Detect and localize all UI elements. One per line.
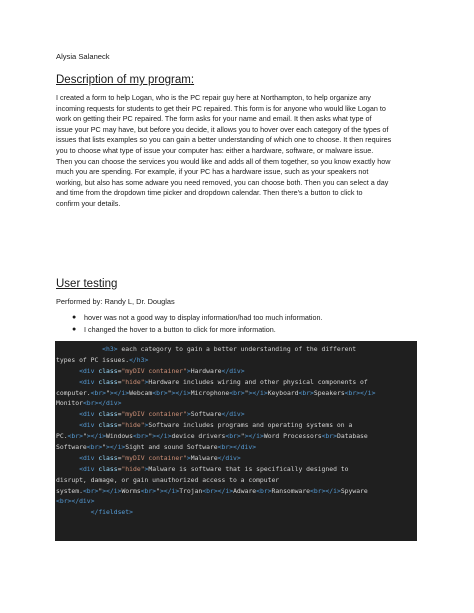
code-token: Sight and sound Software: [125, 443, 218, 452]
code-line: [56, 475, 417, 486]
code-token: "hide": [121, 464, 145, 473]
description-line: incoming requests for students to get their PC repaired. This form is for anyone who would like Logan to: [56, 103, 386, 113]
code-line: [56, 442, 417, 453]
code-token: >: [186, 410, 191, 419]
bullet-text: hover was not a good way to display information/had too much information.: [84, 313, 323, 322]
code-token: >: [144, 377, 149, 386]
code-token: ></i>: [159, 486, 180, 495]
code-line: [56, 453, 417, 464]
code-line: [56, 398, 417, 409]
list-item: [72, 324, 323, 336]
description-line: issue your PC may have, but before you decide, it allows you to hover over each category of the types of: [56, 124, 389, 134]
bullet-icon: ●: [72, 314, 77, 321]
code-token: ": [98, 486, 103, 495]
description-line: I created a form to help Logan, who is the PC repair guy here at Northampton, to help organize any: [56, 93, 371, 102]
code-token: Webcam: [129, 388, 153, 397]
description-line: much you are spending. For example, if your PC has a hardware issue, such as your speakers not: [56, 167, 369, 177]
code-token: <br></div>: [56, 497, 95, 506]
code-line: [56, 355, 417, 366]
testing-bullet-list: [72, 312, 323, 335]
user-testing-heading: User testing: [56, 278, 118, 290]
code-token: class: [98, 421, 118, 430]
code-token: class: [98, 453, 118, 462]
code-token: Worms: [121, 486, 141, 495]
code-token: "myDIV container": [121, 410, 187, 419]
description-line: working, but also has some adware you need removed, you can choose both. Then you can select a day: [56, 177, 389, 187]
code-token: PC.: [56, 432, 68, 441]
description-line: Then you can choose the services you would like and adds all of them together, so you know exactly how: [56, 156, 391, 166]
author-name: Alysia Salaneck: [56, 52, 110, 61]
code-token: Ransomware: [271, 486, 311, 495]
code-token: <br>: [67, 432, 83, 441]
code-token: <div: [79, 410, 95, 419]
code-token: Hardware: [190, 366, 222, 375]
code-token: ></i>: [86, 432, 107, 441]
code-token: ></i>: [109, 388, 130, 397]
code-token: <br>: [256, 486, 272, 495]
code-token: class: [98, 366, 118, 375]
code-token: system.: [56, 486, 83, 495]
code-screenshot: [55, 341, 417, 541]
code-content: [55, 341, 417, 518]
code-token: <br>: [132, 432, 149, 441]
code-token: [56, 508, 91, 516]
code-token: "myDIV container": [121, 366, 187, 375]
description-line: work on getting their PC repaired. The form asks for your name and email. It then asks what type of: [56, 114, 372, 124]
code-token: <br>: [321, 432, 337, 441]
code-token: disrupt, damage, or gain unauthorized access to a computer: [56, 475, 280, 484]
code-token: <br>: [82, 486, 99, 495]
code-token: ": [244, 388, 249, 397]
code-line: [56, 431, 417, 442]
code-token: ></i>: [248, 388, 268, 397]
code-token: "hide": [121, 421, 145, 430]
code-token: ></i>: [171, 388, 191, 397]
code-token: <div: [79, 464, 95, 473]
description-heading: [56, 73, 194, 87]
code-token: computer.: [56, 388, 91, 397]
code-token: [56, 378, 79, 386]
code-token: <br>: [298, 388, 314, 397]
code-token: Adware: [233, 486, 257, 495]
code-token: Word Processors: [263, 432, 322, 441]
code-token: ": [106, 388, 110, 397]
code-token: ></i>: [244, 432, 264, 441]
code-token: types of PC issues.: [56, 355, 130, 364]
code-line: [56, 344, 417, 355]
code-token: Trojan: [179, 486, 203, 495]
code-token: <div: [79, 377, 95, 386]
code-line: [56, 464, 417, 475]
list-item: [72, 312, 323, 324]
performed-by: Performed by: Randy L, Dr. Douglas: [56, 297, 175, 306]
code-token: =: [117, 464, 122, 473]
code-token: Windows: [106, 432, 133, 441]
code-token: each category to gain a better understanding of the different: [117, 345, 357, 353]
code-token: =: [117, 410, 122, 419]
code-line: [56, 388, 417, 399]
code-token: =: [117, 366, 122, 375]
code-token: class: [98, 377, 118, 386]
description-heading-text: Description of my program: [56, 74, 191, 86]
code-token: >: [144, 421, 149, 430]
code-token: Spyware: [340, 486, 368, 495]
description-line: issues that lists examples so you can gain a better understanding of which one to choose. It then requires: [56, 135, 392, 145]
code-token: "myDIV container": [121, 453, 187, 462]
code-token: </fieldset>: [90, 508, 133, 517]
code-token: [56, 345, 102, 353]
description-line: confirm your details.: [56, 198, 121, 208]
code-token: <br>: [225, 432, 241, 441]
code-token: ": [102, 443, 107, 452]
code-token: ></i>: [152, 432, 172, 441]
code-token: ></i>: [106, 443, 126, 452]
code-token: <br></div>: [82, 399, 122, 408]
code-line: [56, 496, 417, 507]
code-token: </h3>: [129, 355, 149, 364]
code-token: >: [144, 464, 149, 473]
code-line: [56, 366, 417, 377]
bullet-icon: ●: [72, 325, 77, 333]
code-token: </div>: [217, 453, 241, 462]
code-token: [56, 367, 79, 375]
code-token: Software: [190, 410, 222, 419]
bullet-text: I changed the hover to a button to click for more information.: [84, 324, 276, 334]
code-token: =: [117, 453, 122, 462]
code-line: [56, 507, 417, 518]
code-token: ></i>: [102, 486, 122, 495]
code-token: <br>: [229, 388, 245, 397]
code-token: Database: [336, 432, 368, 441]
code-token: "hide": [121, 377, 145, 386]
code-token: [56, 454, 79, 462]
description-line: and time from the dropdown time picker and dropdown calendar. Then there's a button to click to: [56, 188, 363, 198]
code-token: <br>: [140, 486, 157, 495]
code-token: ": [82, 432, 87, 441]
code-token: Malware is software that is specifically designed to: [148, 464, 349, 473]
code-token: <br></i>: [344, 388, 376, 397]
description-heading-colon: :: [190, 74, 195, 86]
code-line: [56, 420, 417, 431]
code-token: ": [240, 432, 245, 441]
code-token: Keyboard: [267, 388, 299, 397]
code-token: </div>: [221, 410, 245, 419]
code-token: [56, 421, 79, 429]
code-token: class: [98, 410, 118, 419]
description-line: you to choose what type of issue your computer has: either a hardware, software, or malware issue.: [56, 145, 374, 155]
code-token: >: [186, 453, 191, 462]
description-paragraph: [56, 93, 408, 210]
code-token: <br>: [152, 388, 168, 397]
code-line: [56, 409, 417, 420]
code-token: <br></i>: [310, 486, 341, 495]
code-token: Malware: [190, 453, 218, 462]
code-token: ": [148, 432, 153, 441]
code-token: <h3>: [102, 345, 118, 353]
code-token: <br>: [90, 388, 107, 397]
code-token: =: [117, 421, 122, 430]
code-token: Hardware includes wiring and other physical components of: [148, 377, 368, 386]
code-token: Software: [56, 443, 87, 452]
code-token: class: [98, 464, 118, 473]
code-token: Speakers: [313, 388, 345, 397]
code-token: >: [186, 366, 191, 375]
code-token: =: [117, 377, 122, 386]
code-token: device drivers: [171, 432, 226, 441]
code-token: [56, 410, 79, 418]
code-token: <div: [79, 421, 95, 430]
code-token: <br></i>: [202, 486, 234, 495]
code-token: Software includes programs and operating systems on a: [148, 421, 353, 430]
code-token: <div: [79, 366, 95, 375]
code-token: ": [156, 486, 160, 495]
code-token: Monitor: [56, 399, 83, 408]
code-token: [56, 465, 79, 473]
code-line: [56, 486, 417, 497]
code-token: </div>: [221, 366, 245, 375]
code-token: <div: [79, 453, 95, 462]
code-token: ": [167, 388, 172, 397]
code-token: <br></div>: [217, 443, 257, 452]
code-token: <br>: [86, 443, 103, 452]
code-line: [56, 377, 417, 388]
code-token: Microphone: [190, 388, 230, 397]
